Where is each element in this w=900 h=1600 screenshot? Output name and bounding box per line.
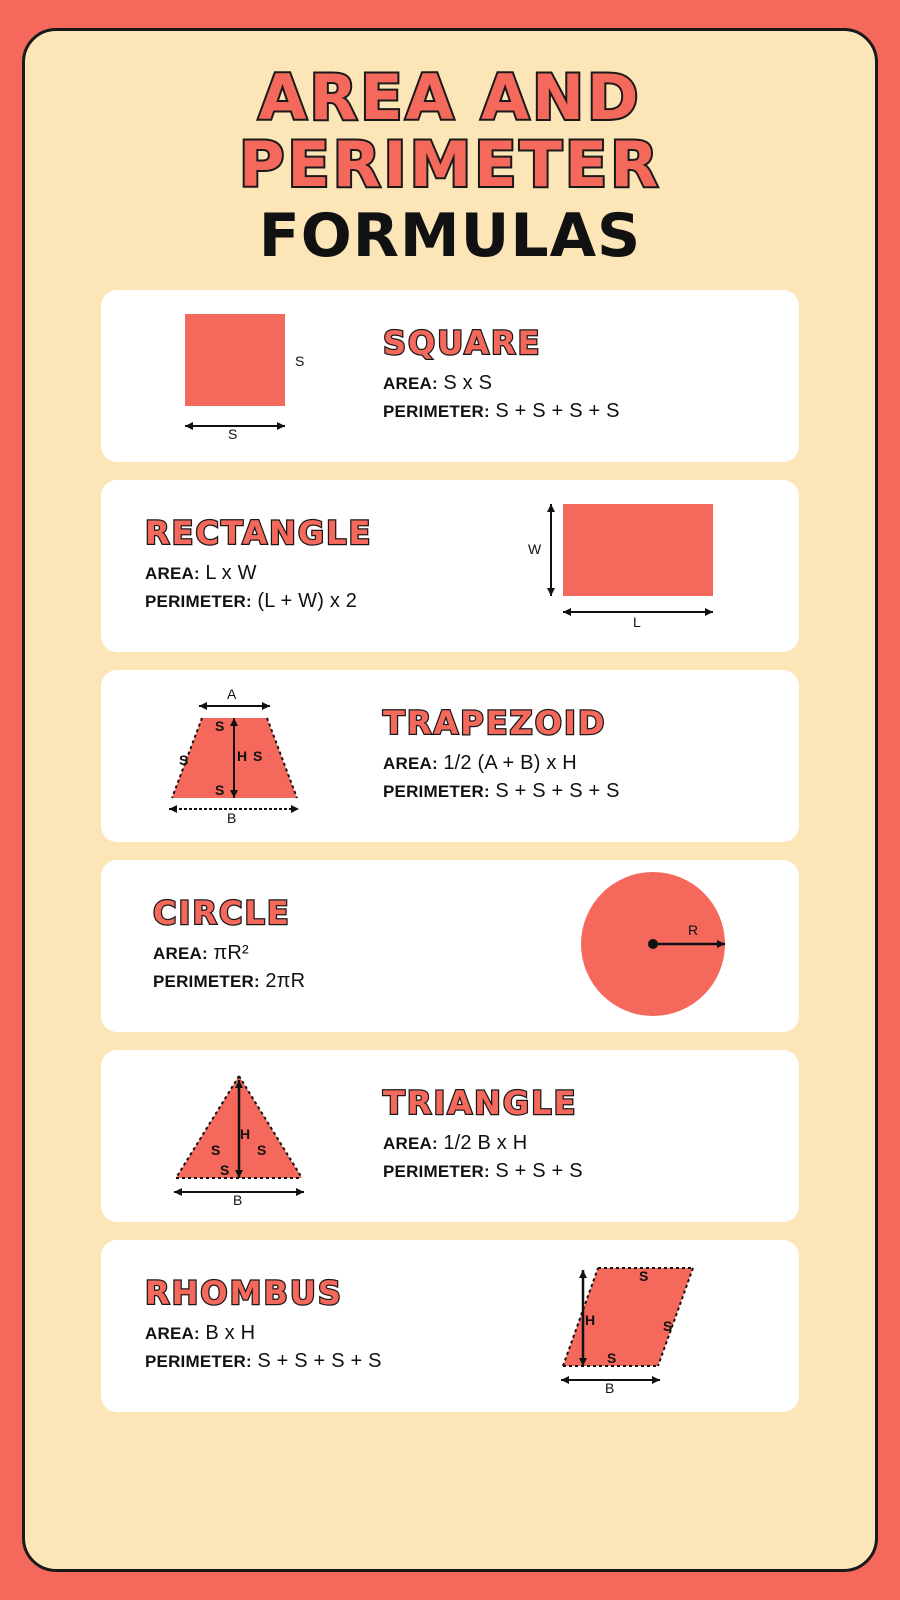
square-perimeter-value: S + S + S + S xyxy=(495,399,620,422)
triangle-label-s3: S xyxy=(220,1161,230,1178)
rhombus-label-base: B xyxy=(605,1379,615,1396)
circle-figure xyxy=(543,866,773,1026)
rhombus-label-height: H xyxy=(585,1311,596,1328)
rectangle-label-length: L xyxy=(633,613,641,630)
trapezoid-label-top: A xyxy=(227,685,237,702)
formula-card-trapezoid xyxy=(101,670,799,842)
square-label-side-bottom: S xyxy=(228,425,238,442)
area-label: AREA: xyxy=(383,753,438,773)
triangle-label-s2: S xyxy=(257,1141,267,1158)
triangle-figure xyxy=(127,1056,377,1216)
formula-card-triangle xyxy=(101,1050,799,1222)
formula-card-rectangle xyxy=(101,480,799,652)
trapezoid-info xyxy=(377,704,773,808)
circle-diagram-icon xyxy=(543,866,773,1026)
page-title-line-1: AREA AND xyxy=(258,61,642,134)
perimeter-label: PERIMETER: xyxy=(383,401,490,421)
square-diagram-icon xyxy=(127,296,377,456)
perimeter-label: PERIMETER: xyxy=(383,1161,490,1181)
rhombus-label-s1: S xyxy=(639,1267,649,1284)
rectangle-area-row xyxy=(145,562,517,585)
area-label: AREA: xyxy=(383,373,438,393)
triangle-info xyxy=(377,1084,773,1188)
rectangle-area-value: L x W xyxy=(205,561,257,584)
rectangle-figure xyxy=(523,486,773,646)
trapezoid-label-height: H xyxy=(237,747,248,764)
triangle-area-value: 1/2 B x H xyxy=(443,1131,528,1154)
square-info xyxy=(377,324,773,428)
rhombus-label-s3: S xyxy=(607,1349,617,1366)
square-title: SQUARE xyxy=(383,323,542,362)
circle-info xyxy=(127,894,543,998)
trapezoid-diagram-icon xyxy=(127,676,377,836)
triangle-diagram-icon xyxy=(127,1056,377,1216)
area-label: AREA: xyxy=(383,1133,438,1153)
trapezoid-label-bottom: B xyxy=(227,809,237,826)
area-label: AREA: xyxy=(153,943,208,963)
formula-card-square xyxy=(101,290,799,462)
rectangle-title: RECTANGLE xyxy=(145,513,373,552)
rhombus-area-value: B x H xyxy=(205,1321,256,1344)
page-subtitle: FORMULAS xyxy=(258,200,642,271)
poster-title-block xyxy=(25,31,875,271)
page-title-line-2: PERIMETER xyxy=(238,127,662,201)
circle-label-radius: R xyxy=(688,921,699,938)
trapezoid-label-s2: S xyxy=(253,747,263,764)
triangle-perimeter-value: S + S + S xyxy=(495,1159,583,1182)
trapezoid-label-s3: S xyxy=(215,781,225,798)
square-figure xyxy=(127,296,377,456)
trapezoid-area-row xyxy=(383,752,773,775)
trapezoid-title: TRAPEZOID xyxy=(383,703,607,742)
triangle-label-height: H xyxy=(240,1125,251,1142)
trapezoid-label-s1: S xyxy=(215,717,225,734)
perimeter-label: PERIMETER: xyxy=(145,591,252,611)
square-label-side-right: S xyxy=(295,352,305,369)
trapezoid-figure xyxy=(127,676,377,836)
formula-card-list xyxy=(25,290,875,1412)
circle-title: CIRCLE xyxy=(153,893,291,932)
rhombus-figure xyxy=(523,1246,773,1406)
rectangle-label-width: W xyxy=(528,540,542,557)
rectangle-info xyxy=(127,514,523,618)
triangle-title: TRIANGLE xyxy=(383,1083,578,1122)
triangle-perimeter-row xyxy=(383,1160,773,1183)
square-perimeter-row xyxy=(383,400,773,423)
rhombus-perimeter-row xyxy=(145,1350,517,1373)
trapezoid-perimeter-value: S + S + S + S xyxy=(495,779,620,802)
trapezoid-label-s4: S xyxy=(179,751,189,768)
square-area-value: S x S xyxy=(443,371,493,394)
rhombus-title: RHOMBUS xyxy=(145,1273,343,1312)
triangle-label-s1: S xyxy=(211,1141,221,1158)
rhombus-label-s2: S xyxy=(663,1317,673,1334)
formula-card-rhombus xyxy=(101,1240,799,1412)
perimeter-label: PERIMETER: xyxy=(145,1351,252,1371)
rectangle-perimeter-value: (L + W) x 2 xyxy=(257,589,358,612)
area-label: AREA: xyxy=(145,563,200,583)
formula-card-circle xyxy=(101,860,799,1032)
circle-area-value: πR² xyxy=(213,941,249,964)
square-area-row xyxy=(383,372,773,395)
triangle-area-row xyxy=(383,1132,773,1155)
trapezoid-perimeter-row xyxy=(383,780,773,803)
rectangle-perimeter-row xyxy=(145,590,517,613)
rectangle-diagram-icon xyxy=(523,486,773,646)
area-label: AREA: xyxy=(145,1323,200,1343)
rhombus-info xyxy=(127,1274,523,1378)
poster xyxy=(22,28,878,1572)
triangle-label-base: B xyxy=(233,1191,243,1208)
perimeter-label: PERIMETER: xyxy=(383,781,490,801)
circle-perimeter-row xyxy=(153,970,537,993)
trapezoid-area-value: 1/2 (A + B) x H xyxy=(443,751,577,774)
rhombus-area-row xyxy=(145,1322,517,1345)
perimeter-label: PERIMETER: xyxy=(153,971,260,991)
circle-perimeter-value: 2πR xyxy=(265,969,306,992)
rhombus-perimeter-value: S + S + S + S xyxy=(257,1349,382,1372)
circle-area-row xyxy=(153,942,537,965)
